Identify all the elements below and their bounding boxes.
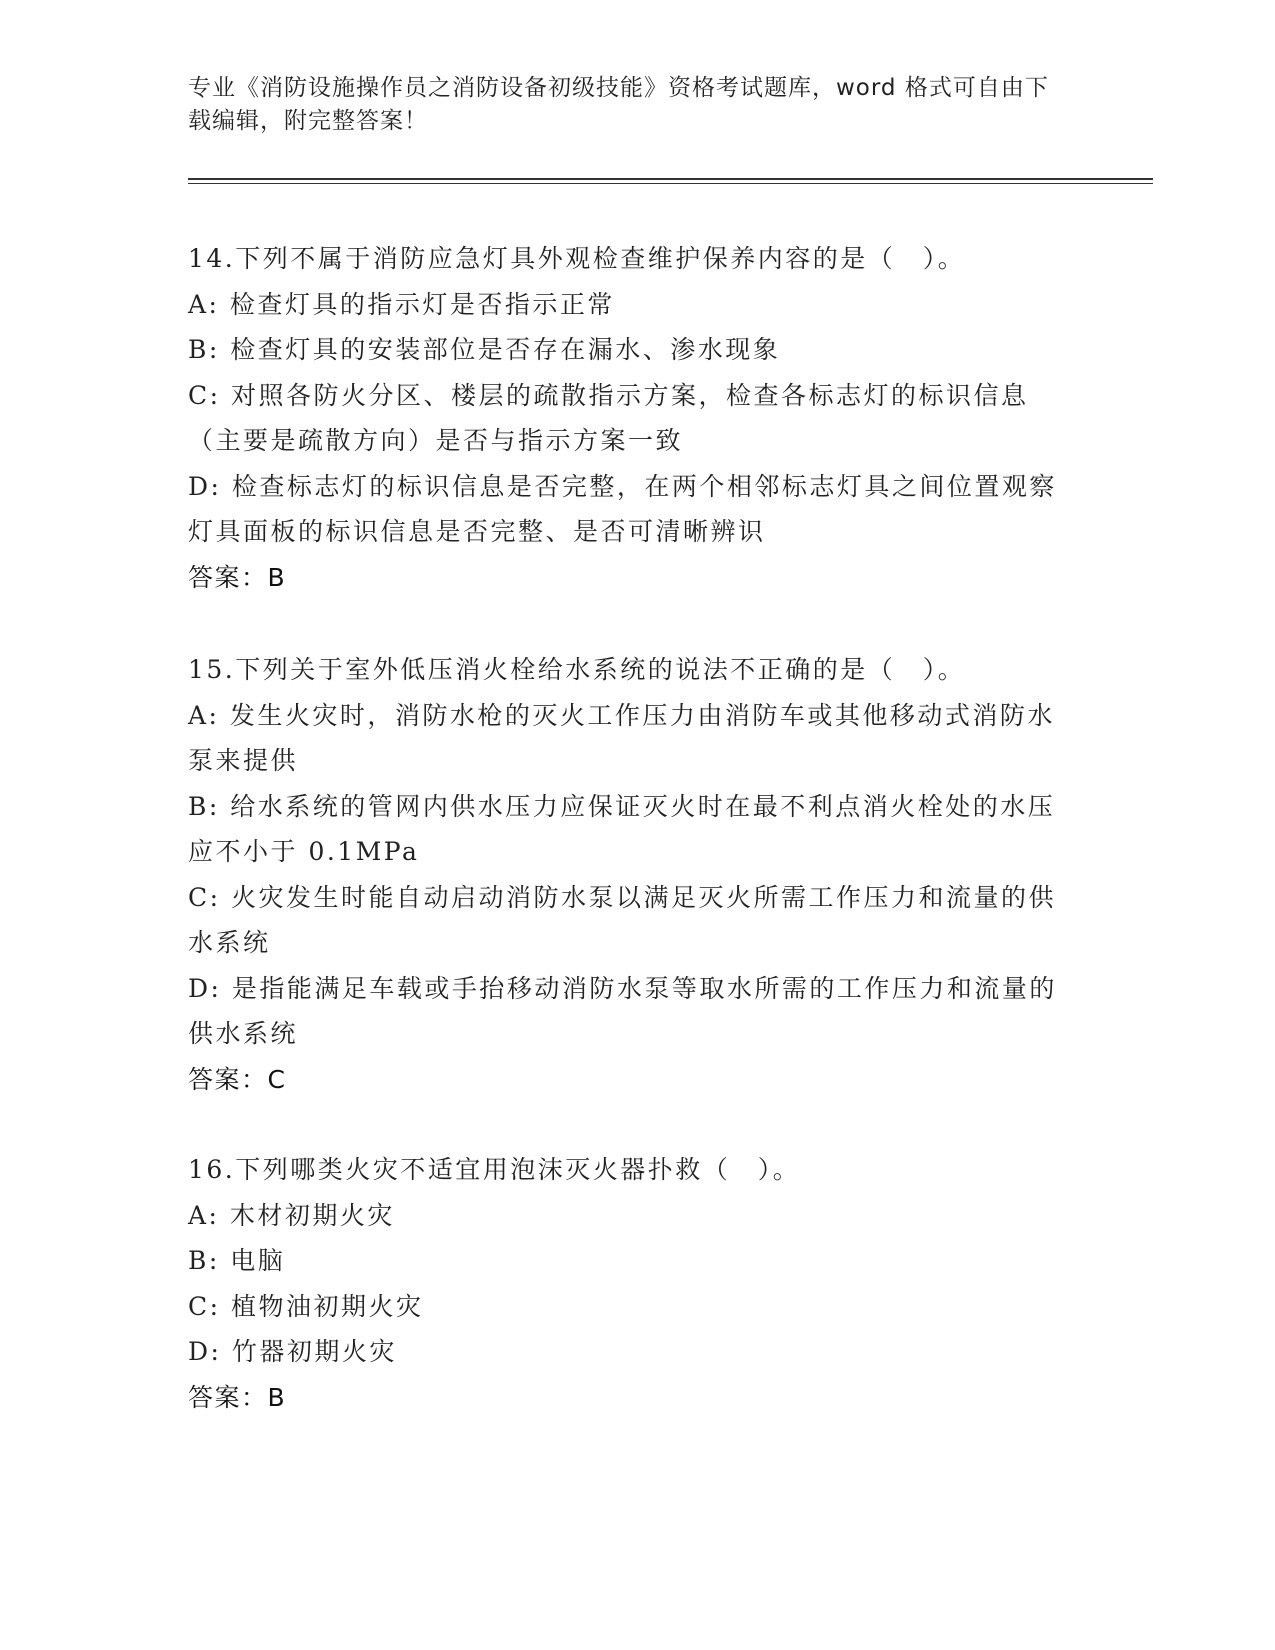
question-stem: 14.下列不属于消防应急灯具外观检查维护保养内容的是（ ）。: [188, 244, 966, 273]
question-14: [188, 236, 1078, 600]
option-a: A: 发生火灾时，消防水枪的灭火工作压力由消防车或其他移动式消防水泵来提供: [188, 700, 1055, 775]
option-c: C: 火灾发生时能自动启动消防水泵以满足灭火所需工作压力和流量的供水系统: [188, 882, 1057, 957]
question-stem: 16.下列哪类火灾不适宜用泡沫灭火器扑救（ ）。: [188, 1155, 801, 1184]
option-b: B: 检查灯具的安装部位是否存在漏水、渗水现象: [188, 335, 781, 364]
intro-line-2: 载编辑，附完整答案！: [188, 108, 428, 134]
option-c: C: 对照各防火分区、楼层的疏散指示方案，检查各标志灯的标识信息（主要是疏散方向）是否与指示方案一致: [188, 380, 1029, 455]
option-b: B: 给水系统的管网内供水压力应保证灭火时在最不利点消火栓处的水压应不小于 0.1MPa: [188, 791, 1056, 866]
question-stem: 15.下列关于室外低压消火栓给水系统的说法不正确的是（ ）。: [188, 655, 966, 684]
option-d: D: 检查标志灯的标识信息是否完整，在两个相邻标志灯具之间位置观察灯具面板的标识信息是否完整、是否可清晰辨识: [188, 471, 1057, 546]
option-c: C: 植物油初期火灾: [188, 1291, 424, 1321]
answer-value: B: [267, 1382, 287, 1412]
header-divider-thin: [188, 183, 1153, 184]
intro-line-1: 专业《消防设施操作员之消防设备初级技能》资格考试题库，word 格式可自由下: [188, 75, 1049, 101]
answer-value: C: [267, 1064, 287, 1094]
option-d: D: 是指能满足车载或手抬移动消防水泵等取水所需的工作压力和流量的供水系统: [188, 973, 1057, 1048]
answer-value: B: [267, 562, 287, 592]
option-d: D: 竹器初期火灾: [188, 1337, 397, 1366]
answer-line: [188, 1057, 1078, 1103]
option-a: A: 木材初期火灾: [188, 1200, 395, 1230]
option-a: A: 检查灯具的指示灯是否指示正常: [188, 289, 615, 319]
header-divider-thick: [188, 178, 1153, 180]
answer-line: [188, 1375, 1078, 1421]
question-15: [188, 647, 1078, 1102]
answer-label: 答案：: [188, 1382, 268, 1412]
option-b: B: 电脑: [188, 1246, 286, 1275]
document-intro: [188, 72, 1068, 138]
question-16: [188, 1147, 1078, 1420]
answer-label: 答案：: [188, 562, 268, 592]
answer-label: 答案：: [188, 1064, 268, 1094]
answer-line: [188, 555, 1078, 601]
